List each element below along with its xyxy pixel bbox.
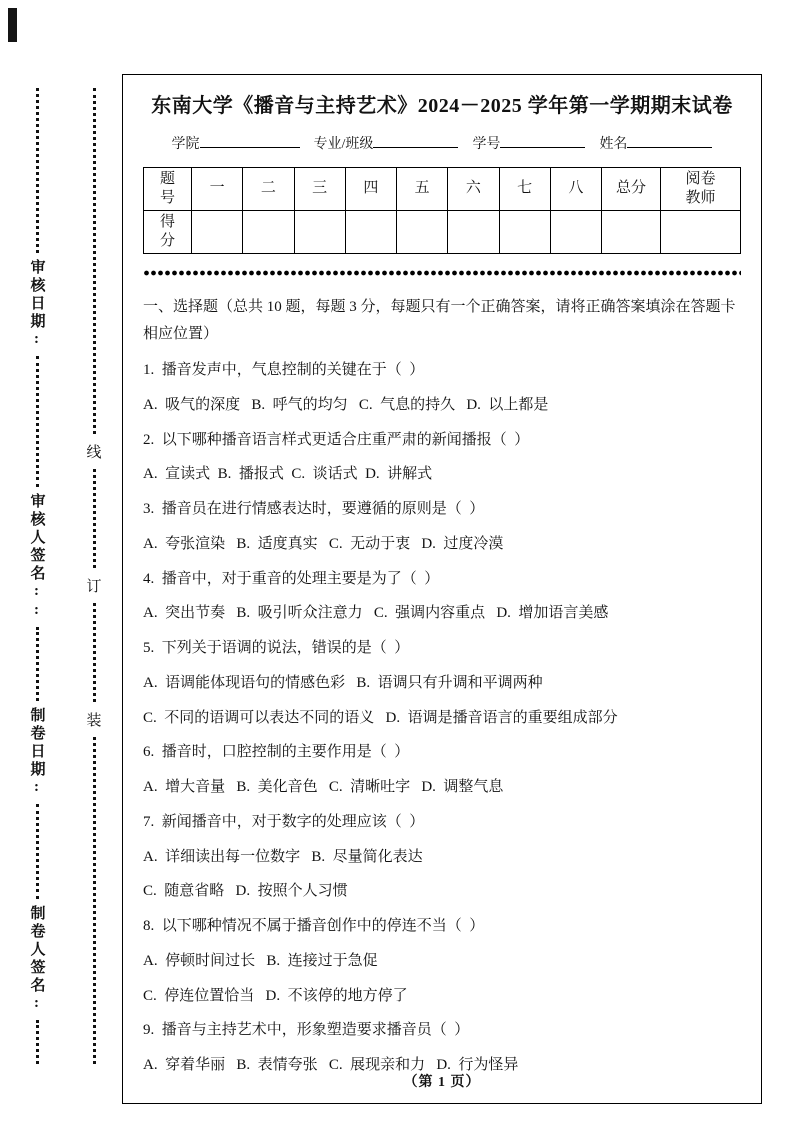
binding-char-line: 线 (86, 445, 102, 462)
score-cell-empty (397, 211, 448, 254)
info-label-student-id: 学号 (472, 137, 501, 152)
question-2-options: A. 宣读式 B. 播报式 C. 谈话式 D. 讲解式 (143, 466, 433, 483)
info-label-name: 姓名 (599, 137, 628, 152)
score-table-score-row (144, 211, 741, 254)
score-table (143, 167, 741, 254)
question-1-options: A. 吸气的深度 B. 呼气的均匀 C. 气息的持久 D. 以上都是 (143, 396, 549, 413)
dotted-line (93, 737, 96, 1064)
info-student-id (472, 132, 585, 153)
name-blank (627, 132, 712, 148)
question-1-stem: 1. 播音发声中，气息控制的关键在于（ ） (143, 362, 425, 378)
score-table-col-2: 二 (243, 168, 294, 211)
binding-line (82, 88, 106, 1064)
dotted-line (36, 804, 39, 900)
binding-char-bind: 装 (86, 713, 102, 730)
info-college (172, 132, 300, 153)
score-cell-empty (243, 211, 294, 254)
question-8-stem: 8. 以下哪种情况不属于播音创作中的停连不当（ ） (143, 918, 485, 934)
seal-field-paper-date: 制卷日期: (28, 706, 45, 798)
score-cell-empty (550, 211, 601, 254)
binding-char-staple: 订 (86, 579, 102, 596)
score-cell-empty (499, 211, 550, 254)
seal-field-reviewer-signature: 审核人签名:: (28, 492, 45, 621)
dotted-line (93, 88, 96, 434)
score-table-col-5: 五 (397, 168, 448, 211)
seal-field-paper-maker-signature: 制卷人签名: (28, 905, 45, 1015)
question-4-stem: 4. 播音中，对于重音的处理主要是为了（ ） (143, 570, 440, 587)
seal-field-review-date: 审核日期: (28, 259, 45, 351)
exam-content (122, 74, 762, 1104)
dotted-line (36, 1020, 39, 1064)
question-7-options-cd: C. 随意省略 D. 按照个人习惯 (143, 883, 348, 900)
question-4-options: A. 突出节奏 B. 吸引听众注意力 C. 强调内容重点 D. 增加语言美感 (143, 605, 609, 622)
question-7-stem: 7. 新闻播音中，对于数字的处理应该（ ） (143, 813, 425, 830)
info-name (599, 132, 712, 153)
score-cell-empty (192, 211, 243, 254)
dotted-line (93, 469, 96, 568)
college-blank (200, 132, 300, 148)
question-6-options: A. 增大音量 B. 美化音色 C. 清晰吐字 D. 调整气息 (143, 779, 504, 795)
score-cell-empty (345, 211, 396, 254)
dotted-line (36, 627, 39, 701)
score-table-question-number-header: 题号 (144, 168, 192, 211)
dotted-separator (143, 270, 741, 276)
dotted-line (36, 356, 39, 487)
score-table-col-total: 总分 (602, 168, 661, 211)
student-info-line (143, 132, 741, 153)
score-cell-empty (448, 211, 499, 254)
question-3-stem: 3. 播音员在进行情感表达时，要遵循的原则是（ ） (143, 501, 485, 517)
question-2-stem: 2. 以下哪种播音语言样式更适合庄重严肃的新闻播报（ ） (143, 431, 530, 448)
score-cell-empty (294, 211, 345, 254)
question-6-stem: 6. 播音时，口腔控制的主要作用是（ ） (143, 744, 410, 761)
question-9-stem: 9. 播音与主持艺术中，形象塑造要求播音员（ ） (143, 1022, 470, 1039)
score-table-col-4: 四 (345, 168, 396, 211)
info-label-major-class: 专业/班级 (313, 137, 374, 152)
info-label-college: 学院 (171, 137, 200, 152)
question-5-stem: 5. 下列关于语调的说法，错误的是（ ） (143, 640, 410, 656)
page-number-footer: （第 1 页） (403, 1075, 481, 1090)
dotted-line (36, 88, 39, 253)
score-table-col-3: 三 (294, 168, 345, 211)
question-9-options: A. 穿着华丽 B. 表情夸张 C. 展现亲和力 D. 行为怪异 (143, 1057, 519, 1073)
section-one-heading: 一、选择题（总共 10 题，每题 3 分，每题只有一个正确答案，请将正确答案填涂在答题卡相应位置） (143, 299, 736, 342)
corner-registration-mark (8, 8, 17, 42)
question-8-options-cd: C. 停连位置恰当 D. 不该停的地方停了 (143, 987, 408, 1004)
score-table-col-7: 七 (499, 168, 550, 211)
question-8-options-ab: A. 停顿时间过长 B. 连接过于急促 (143, 952, 378, 969)
question-5-options-cd: C. 不同的语调可以表达不同的语义 D. 语调是播音语言的重要组成部分 (143, 709, 618, 726)
score-cell-empty (602, 211, 661, 254)
score-table-score-header: 得分 (144, 211, 192, 254)
seal-margin-fields (22, 88, 52, 1064)
question-7-options-ab: A. 详细读出每一位数字 B. 尽量简化表达 (143, 848, 423, 865)
info-major-class (314, 132, 459, 153)
exam-title: 东南大学《播音与主持艺术》2024－2025 学年第一学期期末试卷 (151, 95, 733, 117)
score-table-col-1: 一 (192, 168, 243, 211)
score-table-col-8: 八 (550, 168, 601, 211)
score-table-col-6: 六 (448, 168, 499, 211)
major-class-blank (373, 132, 458, 148)
question-5-options-ab: A. 语调能体现语句的情感色彩 B. 语调只有升调和平调两种 (143, 674, 543, 691)
score-cell-empty (661, 211, 741, 254)
dotted-line (93, 603, 96, 702)
question-3-options: A. 夸张渲染 B. 适度真实 C. 无动于衷 D. 过度冷漠 (143, 535, 504, 552)
score-table-header-row (144, 168, 741, 211)
score-table-col-grader: 阅卷教师 (661, 168, 741, 211)
student-id-blank (500, 132, 585, 148)
